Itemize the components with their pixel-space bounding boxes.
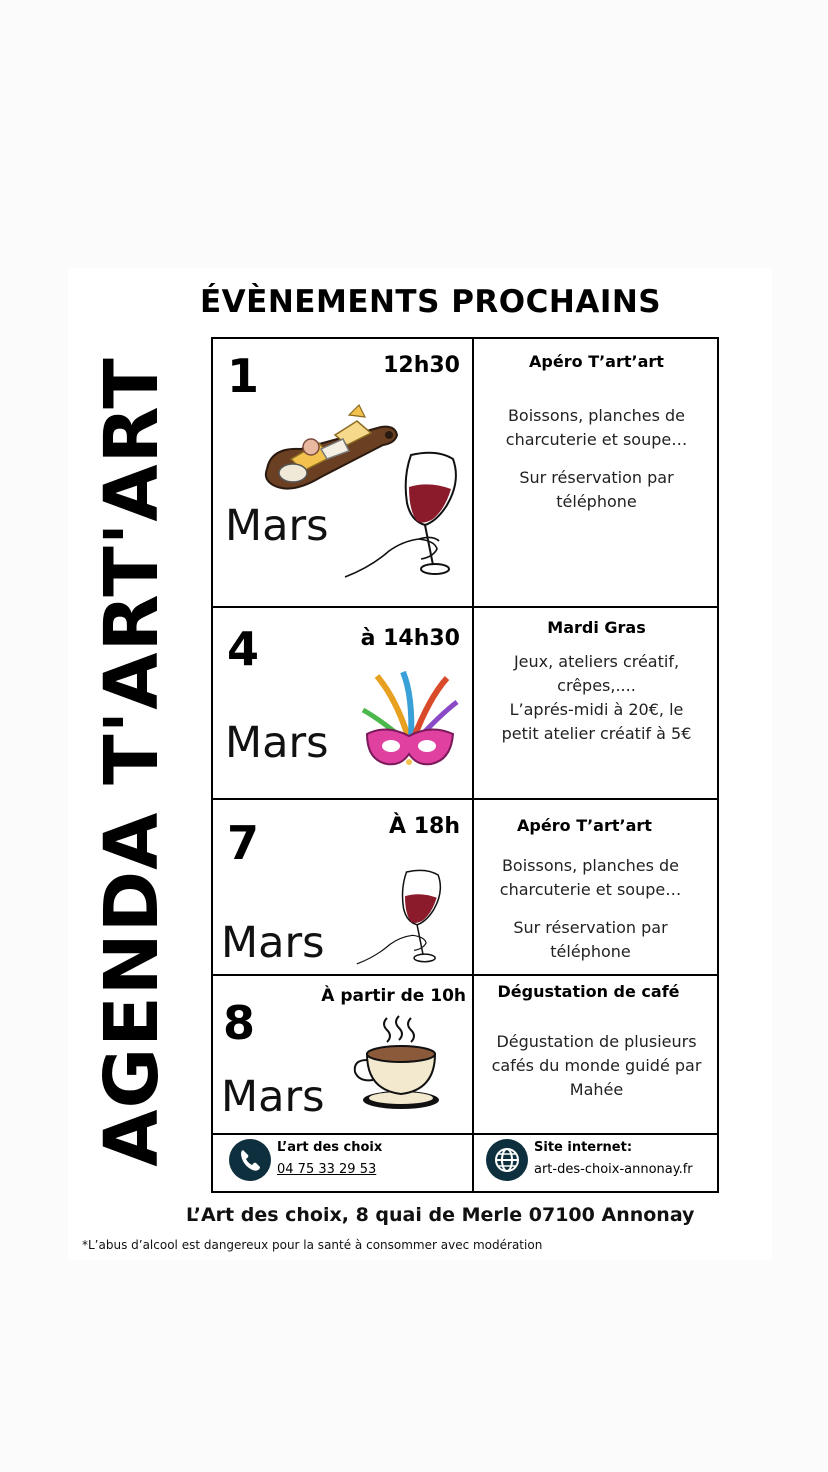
event-info-cell xyxy=(474,339,719,606)
carnival-mask-icon xyxy=(357,670,461,774)
contact-website-cell xyxy=(474,1135,719,1191)
coffee-cup-icon xyxy=(351,1014,443,1112)
alcohol-disclaimer: *L’abus d’alcool est dangereux pour la santé à consommer avec modération xyxy=(82,1238,543,1252)
event-description xyxy=(474,1030,719,1102)
address: L’Art des choix, 8 quai de Merle 07100 Annonay xyxy=(186,1204,695,1226)
event-line: Sur réservation par xyxy=(519,468,674,487)
event-day: 7 xyxy=(227,816,260,870)
event-line: Boissons, planches de xyxy=(507,406,686,425)
event-time: à 14h30 xyxy=(360,626,460,651)
event-time: À partir de 10h xyxy=(321,986,466,1006)
contact-phone-cell xyxy=(213,1135,472,1191)
event-line: petit atelier créatif à 5€ xyxy=(501,724,692,743)
event-month: Mars xyxy=(221,918,325,968)
phone-number-link[interactable]: 04 75 33 29 53 xyxy=(277,1162,377,1177)
event-day: 1 xyxy=(227,349,260,403)
event-description xyxy=(480,404,713,514)
event-line: Sur réservation par xyxy=(513,918,668,937)
event-date-cell xyxy=(213,976,472,1133)
event-line: cafés du monde guidé par xyxy=(491,1056,702,1075)
event-day: 4 xyxy=(227,622,260,676)
event-title: Mardi Gras xyxy=(547,618,646,637)
event-line: Jeux, ateliers créatif, xyxy=(513,652,680,671)
event-title: Apéro T’art’art xyxy=(529,352,664,371)
event-info-cell xyxy=(474,976,719,1133)
event-time: 12h30 xyxy=(383,353,460,378)
contact-name: L’art des choix xyxy=(277,1140,383,1155)
event-line-spacer xyxy=(480,452,713,466)
event-line: crêpes,.... xyxy=(557,676,636,695)
event-line: L’aprés-midi à 20€, le xyxy=(509,700,684,719)
wine-glass-icon xyxy=(347,866,457,970)
event-line: charcuterie et soupe… xyxy=(499,880,682,899)
event-info-cell xyxy=(474,800,719,974)
event-date-cell xyxy=(213,800,472,974)
events-grid xyxy=(211,337,719,1193)
event-month: Mars xyxy=(221,1072,325,1122)
event-line-spacer xyxy=(468,902,713,916)
website-label: Site internet: xyxy=(534,1140,633,1155)
event-line: Dégustation de plusieurs xyxy=(496,1032,697,1051)
event-description xyxy=(480,650,713,746)
event-line: charcuterie et soupe… xyxy=(505,430,688,449)
event-title: Dégustation de café xyxy=(497,982,680,1001)
globe-icon xyxy=(486,1139,528,1181)
event-date-cell xyxy=(213,339,472,606)
event-day: 8 xyxy=(223,996,256,1050)
event-month: Mars xyxy=(225,501,329,551)
event-info-cell xyxy=(474,608,719,798)
event-line: téléphone xyxy=(550,942,631,961)
event-line: Mahée xyxy=(569,1080,624,1099)
event-date-cell xyxy=(213,608,472,798)
event-month: Mars xyxy=(225,718,329,768)
phone-icon xyxy=(229,1139,271,1181)
agenda-vertical-title: AGENDA T'ART'ART xyxy=(89,357,175,1167)
wine-glass-icon xyxy=(341,447,469,585)
event-line: Boissons, planches de xyxy=(501,856,680,875)
website-link[interactable]: art-des-choix-annonay.fr xyxy=(534,1162,693,1177)
events-heading: ÉVÈNEMENTS PROCHAINS xyxy=(200,284,662,320)
event-title: Apéro T’art’art xyxy=(517,816,652,835)
event-line: téléphone xyxy=(556,492,637,511)
event-time: À 18h xyxy=(389,814,460,839)
event-description xyxy=(468,854,713,964)
